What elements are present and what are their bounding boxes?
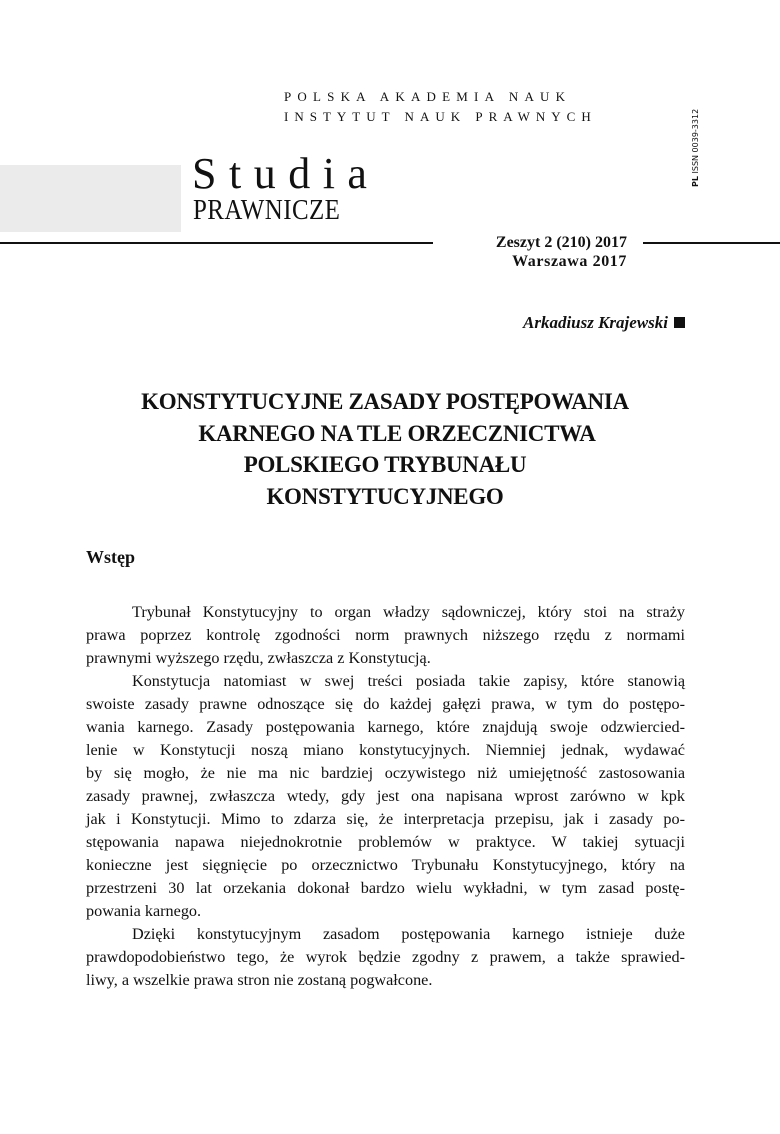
text-line: zasady prawnej, zwłaszcza wtedy, gdy jest ona napisana wprost zarówno w kpk (86, 787, 685, 805)
article-title (60, 386, 710, 512)
text-line: liwy, a wszelkie prawa stron nie zostaną pogwałcone. (86, 971, 433, 989)
text-line: prawdopodobieństwo tego, że wyrok będzie zgodny z prawem, a także sprawied- (86, 948, 685, 966)
text-line: Dzięki konstytucyjnym zasadom postępowania karnego istnieje duże (132, 925, 685, 943)
article-body (86, 601, 685, 992)
journal-subtitle: PRAWNICZE (193, 194, 341, 226)
issn-number: ISSN 0039-3312 (691, 108, 700, 174)
text-line: wania karnego. Zasady postępowania karnego, które znajdują swoje odzwiercied- (86, 718, 685, 736)
paragraph (86, 601, 685, 670)
text-line: prawnymi wyższego rzędu, zwłaszcza z Konstytucją. (86, 649, 431, 667)
header-rule-right (643, 242, 780, 244)
issn-country-code: PL (691, 176, 700, 187)
paragraph (86, 670, 685, 923)
header-rule-left (0, 242, 433, 244)
institution-name: POLSKA AKADEMIA NAUK (284, 89, 572, 104)
institute-name: INSTYTUT NAUK PRAWNYCH (284, 109, 597, 124)
section-heading: Wstęp (86, 547, 135, 567)
text-line: jak i Konstytucji. Mimo to zdarza się, że interpretacja przepisu, jak i zasady po- (86, 810, 685, 828)
text-line: przestrzeni 30 lat orzekania dokonał bardzo wielu wykładni, w tym zasad postę- (86, 879, 685, 897)
text-line: by się mogło, że nie ma nic bardziej oczywistego niż umiejętność zastosowania (86, 764, 685, 782)
decorative-grey-block (0, 165, 181, 232)
text-line: swoiste zasady prawne odnoszące się do każdej gałęzi prawa, w tym do postępo- (86, 695, 685, 713)
author-name: Arkadiusz Krajewski (522, 313, 668, 332)
paragraph (86, 923, 685, 992)
title-line: KARNEGO NA TLE ORZECZNICTWA (198, 420, 596, 446)
text-line: stępowania napawa niejednokrotnie problemów w praktyce. W takiej sytuacji (86, 833, 685, 851)
text-line: lenie w Konstytucji noszą miano konstytucyjnych. Niemniej jednak, wydawać (86, 741, 685, 759)
text-line: powania karnego. (86, 902, 202, 920)
title-line: KONSTYTUCYJNEGO (266, 483, 504, 509)
journal-title: Studia (192, 149, 380, 198)
publication-place-year: Warszawa 2017 (512, 253, 627, 270)
text-line: Trybunał Konstytucyjny to organ władzy sądowniczej, który stoi na straży (132, 603, 685, 621)
text-line: prawa poprzez kontrolę zgodności norm prawnych niższego rzędu z normami (86, 626, 685, 644)
square-bullet-icon (674, 317, 685, 328)
issn-vertical-label (690, 95, 704, 187)
issue-number: Zeszyt 2 (210) 2017 (495, 234, 627, 251)
text-line: Konstytucja natomiast w swej treści posiada takie zapisy, które stanowią (132, 672, 685, 690)
title-line: POLSKIEGO TRYBUNAŁU (243, 452, 527, 477)
title-line: KONSTYTUCYJNE ZASADY POSTĘPOWANIA (141, 389, 629, 414)
text-line: konieczne jest sięgnięcie po orzecznictwo Trybunału Konstytucyjnego, który na (86, 856, 685, 874)
author-line (440, 313, 685, 333)
